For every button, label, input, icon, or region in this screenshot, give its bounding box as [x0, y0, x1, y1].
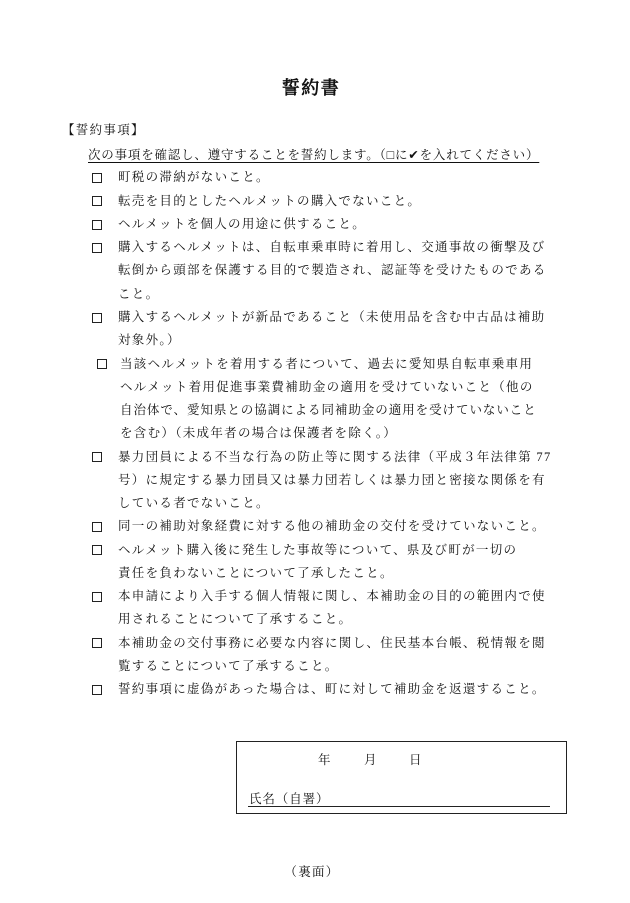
pledge-item [88, 190, 552, 213]
year-label: 年 [318, 753, 332, 767]
pledge-text-line: ヘルメット着用促進事業費補助金の適用を受けていないこと（他の [120, 379, 534, 394]
pledge-text-line: 購入するヘルメットが新品であること（未使用品を含む中古品は補助 [118, 309, 546, 324]
pledge-item [88, 166, 552, 189]
pledge-text-line: 用されることについて了承すること。 [118, 612, 353, 627]
pledge-list [88, 166, 552, 701]
pledge-text-line: 責任を負わないことについて了承したこと。 [118, 565, 394, 580]
document-title: 誓約書 [281, 78, 341, 98]
pledge-item [88, 446, 552, 516]
checkbox[interactable] [97, 359, 107, 369]
pledge-text-line: 誓約事項に虚偽があった場合は、町に対して補助金を返還すること。 [118, 682, 546, 697]
page-side-label: （裏面） [284, 865, 340, 879]
checkbox[interactable] [92, 243, 102, 253]
pledge-text-line: 当該ヘルメットを着用する者について、過去に愛知県自転車乗車用 [120, 356, 534, 371]
month-label: 月 [364, 753, 378, 767]
checkbox[interactable] [92, 196, 102, 206]
pledge-item [88, 353, 552, 446]
pledge-text-line: 町税の滞納がないこと。 [118, 170, 270, 185]
pledge-text-line: 自治体で、愛知県との協調による同補助金の適用を受けていないこと [120, 403, 537, 418]
pledge-text-line: 号）に規定する暴力団員又は暴力団若しくは暴力団と密接な関係を有 [118, 472, 546, 487]
day-blank[interactable] [380, 750, 408, 770]
checkbox[interactable] [92, 592, 102, 602]
pledge-item [88, 539, 552, 586]
pledge-text-line: こと。 [118, 286, 160, 301]
pledge-text-line: している者でないこと。 [118, 496, 270, 511]
pledge-item [88, 213, 552, 236]
signature-label: 氏名（自署） [249, 792, 330, 806]
checkbox[interactable] [92, 452, 102, 462]
checkbox[interactable] [92, 522, 102, 532]
year-blank[interactable] [267, 750, 315, 770]
pledge-item [88, 306, 552, 353]
section-heading: 【誓約事項】 [62, 122, 145, 137]
pledge-text-line: 本申請により入手する個人情報に関し、本補助金の目的の範囲内で使 [118, 589, 546, 604]
pledge-item [88, 585, 552, 632]
month-blank[interactable] [334, 750, 362, 770]
pledge-item [88, 632, 552, 679]
pledge-text-line: 暴力団員による不当な行為の防止等に関する法律（平成３年法律第 77 [118, 449, 552, 464]
pledge-item [88, 678, 552, 701]
pledge-text-line: 覧することについて了承すること。 [118, 658, 339, 673]
signature-box [236, 741, 567, 814]
pledge-text-line: 転倒から頭部を保護する目的で製造され、認証等を受けたものである [118, 263, 547, 278]
pledge-text-line: 購入するヘルメットは、自転車乗車時に着用し、交通事故の衝撃及び [118, 240, 546, 255]
pledge-text-line: ヘルメット購入後に発生した事故等について、県及び町が一切の [118, 542, 518, 557]
checkbox[interactable] [92, 220, 102, 230]
checkbox[interactable] [92, 638, 102, 648]
pledge-text-line: 転売を目的としたヘルメットの購入でないこと。 [118, 193, 422, 208]
pledge-text-line: 本補助金の交付事務に必要な内容に関し、住民基本台帳、税情報を閲 [118, 635, 546, 650]
instruction-text: 次の事項を確認し、遵守することを誓約します。（□に✔を入れてください） [88, 147, 540, 162]
checkbox[interactable] [92, 685, 102, 695]
pledge-text-line: 同一の補助対象経費に対する他の補助金の交付を受けていないこと。 [118, 519, 546, 534]
pledge-item [88, 515, 552, 538]
signature-field[interactable] [248, 781, 550, 807]
pledge-text-line: ヘルメットを個人の用途に供すること。 [118, 216, 367, 231]
checkbox[interactable] [92, 545, 102, 555]
pledge-text-line: を含む）（未成年者の場合は保護者を除く。） [120, 426, 398, 441]
pledge-text-line: 対象外。） [118, 333, 181, 348]
checkbox[interactable] [92, 313, 102, 323]
day-label: 日 [409, 753, 423, 767]
checkbox[interactable] [92, 173, 102, 183]
pledge-item [88, 236, 552, 306]
